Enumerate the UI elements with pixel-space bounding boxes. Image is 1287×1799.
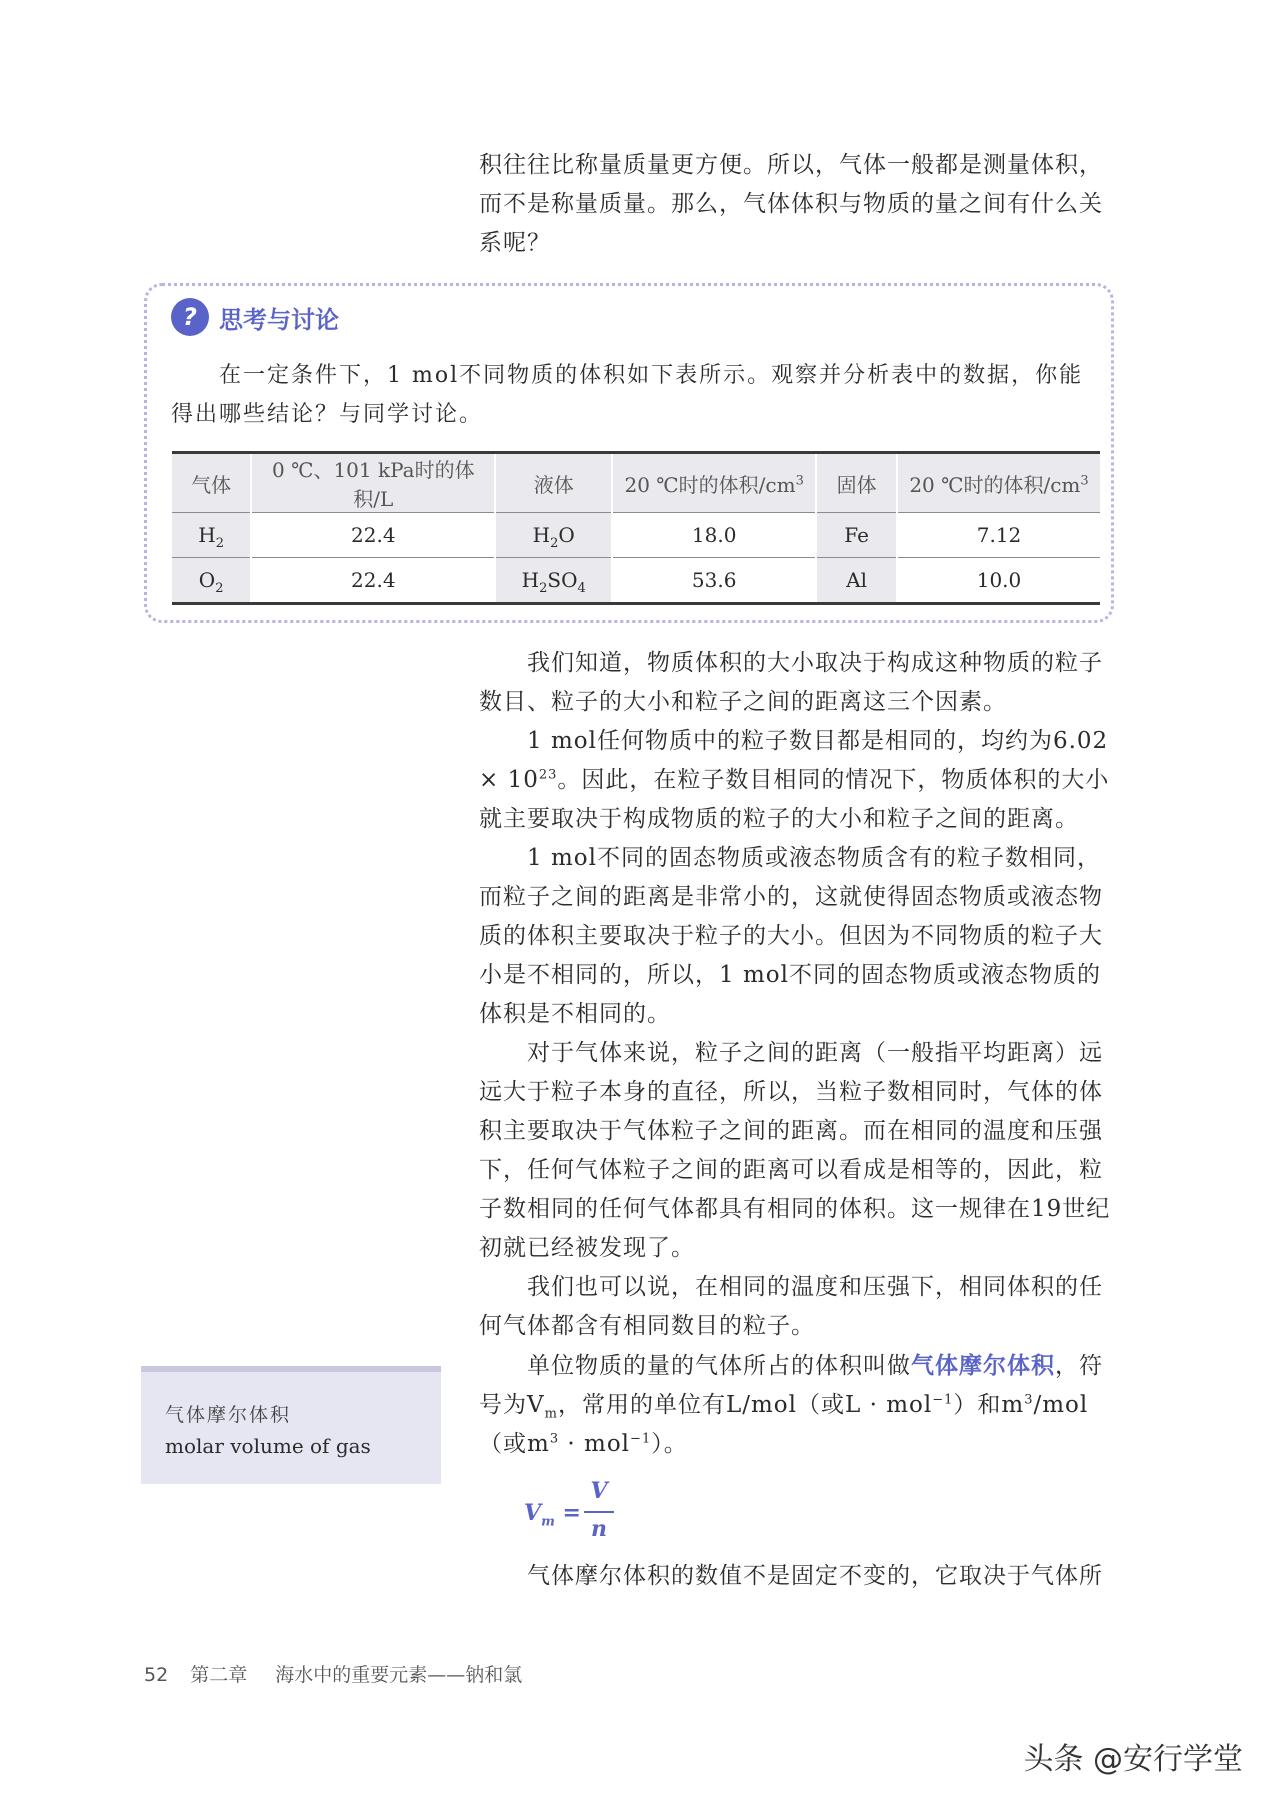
discussion-text-content: 在一定条件下，1 mol不同物质的体积如下表所示。观察并分析表中的数据，你能得出哪些结论？与同学讨论。: [171, 363, 1084, 427]
glossary-sidebar: [141, 1366, 441, 1484]
table-cell: Al: [816, 558, 897, 604]
formula-denominator: n: [591, 1516, 607, 1542]
table-cell: Fe: [816, 513, 897, 558]
page-footer: [144, 1660, 522, 1687]
discussion-header: [171, 298, 339, 336]
table-header-cell: 固体: [816, 453, 897, 513]
table-cell: $H_2O$: [495, 513, 612, 558]
table-header-cell: 气体: [172, 453, 251, 513]
formula-fraction: [584, 1478, 614, 1546]
volume-table: [172, 451, 1100, 605]
formula-numerator: V: [590, 1478, 608, 1504]
discussion-text: [171, 356, 1091, 434]
table-cell: 7.12: [897, 513, 1100, 558]
paragraph: 单位物质的量的气体所占的体积叫做气体摩尔体积，符号为$V_m$，常用的单位有L/mol（或L · mol$^{-1}$）和$m^3/mol$（或$m^3 \cdot mol^{-1}$）。: [479, 1352, 1103, 1457]
discussion-box: [144, 283, 1114, 623]
discussion-title: 思考与讨论: [219, 305, 339, 334]
table-header-cell: 液体: [495, 453, 612, 513]
table-cell: 10.0: [897, 558, 1100, 604]
table-cell: 22.4: [251, 513, 495, 558]
paragraph: 我们也可以说，在相同的温度和压强下，相同体积的任何气体都含有相同数目的粒子。: [479, 1274, 1103, 1339]
glossary-term-zh: 气体摩尔体积: [165, 1404, 292, 1426]
paragraph: 1 mol任何物质中的粒子数目都是相同的，均约为$6.02 \times 10^{23}$。因此，在粒子数目相同的情况下，物质体积的大小就主要取决于构成物质的粒子的大小和粒子之间的距离。: [479, 728, 1110, 832]
question-icon: ?: [171, 298, 209, 336]
table-cell: $H_2SO_4$: [495, 558, 612, 604]
table-row: [172, 513, 1100, 558]
intro-paragraph: 积往往比称量质量更方便。所以，气体一般都是测量体积，而不是称量质量。那么，气体体积与物质的量之间有什么关系呢？: [479, 152, 1103, 256]
table-cell: 18.0: [612, 513, 816, 558]
table-cell: 22.4: [251, 558, 495, 604]
paragraph: 1 mol不同的固态物质或液态物质含有的粒子数相同，而粒子之间的距离是非常小的，这就使得固态物质或液态物质的体积主要取决于粒子的大小。但因为不同物质的粒子大小是不相同的，所以，1 mol不同的固态物质或液态物质的体积是不相同的。: [479, 845, 1103, 1027]
chapter-title: 海水中的重要元素——钠和氯: [275, 1664, 523, 1686]
paragraph: 我们知道，物质体积的大小取决于构成这种物质的粒子数目、粒子的大小和粒子之间的距离这三个因素。: [479, 650, 1103, 715]
table-header-cell: 20 ℃时的体积$/cm^3$: [897, 453, 1100, 513]
watermark: 头条 @安行学堂: [1023, 1742, 1243, 1777]
chapter-label: 第二章: [190, 1664, 248, 1686]
paragraph: 气体摩尔体积的数值不是固定不变的，它取决于气体所: [527, 1563, 1103, 1589]
table-row: [172, 558, 1100, 604]
table-cell: $H_2$: [172, 513, 251, 558]
body-text: [479, 644, 1119, 1464]
table-header-cell: 0 ℃、101 kPa时的体积/L: [251, 453, 495, 513]
table-header-cell: 20 ℃时的体积$/cm^3$: [612, 453, 816, 513]
table-header-row: [172, 453, 1100, 513]
keyword-molar-volume: 气体摩尔体积: [911, 1352, 1055, 1379]
formula-lhs: $V_m$ =: [524, 1500, 581, 1530]
glossary-term-en: molar volume of gas: [165, 1434, 371, 1458]
page-number: 52: [144, 1664, 169, 1686]
table-cell: $O_2$: [172, 558, 251, 604]
table-cell: 53.6: [612, 558, 816, 604]
paragraph: 对于气体来说，粒子之间的距离（一般指平均距离）远远大于粒子本身的直径，所以，当粒子数相同时，气体的体积主要取决于气体粒子之间的距离。而在相同的温度和压强下，任何气体粒子之间的距离可以看成是相等的，因此，粒子数相同的任何气体都具有相同的体积。这一规律在19世纪初就已经被发现了。: [479, 1040, 1111, 1261]
fraction-bar: [584, 1511, 614, 1513]
